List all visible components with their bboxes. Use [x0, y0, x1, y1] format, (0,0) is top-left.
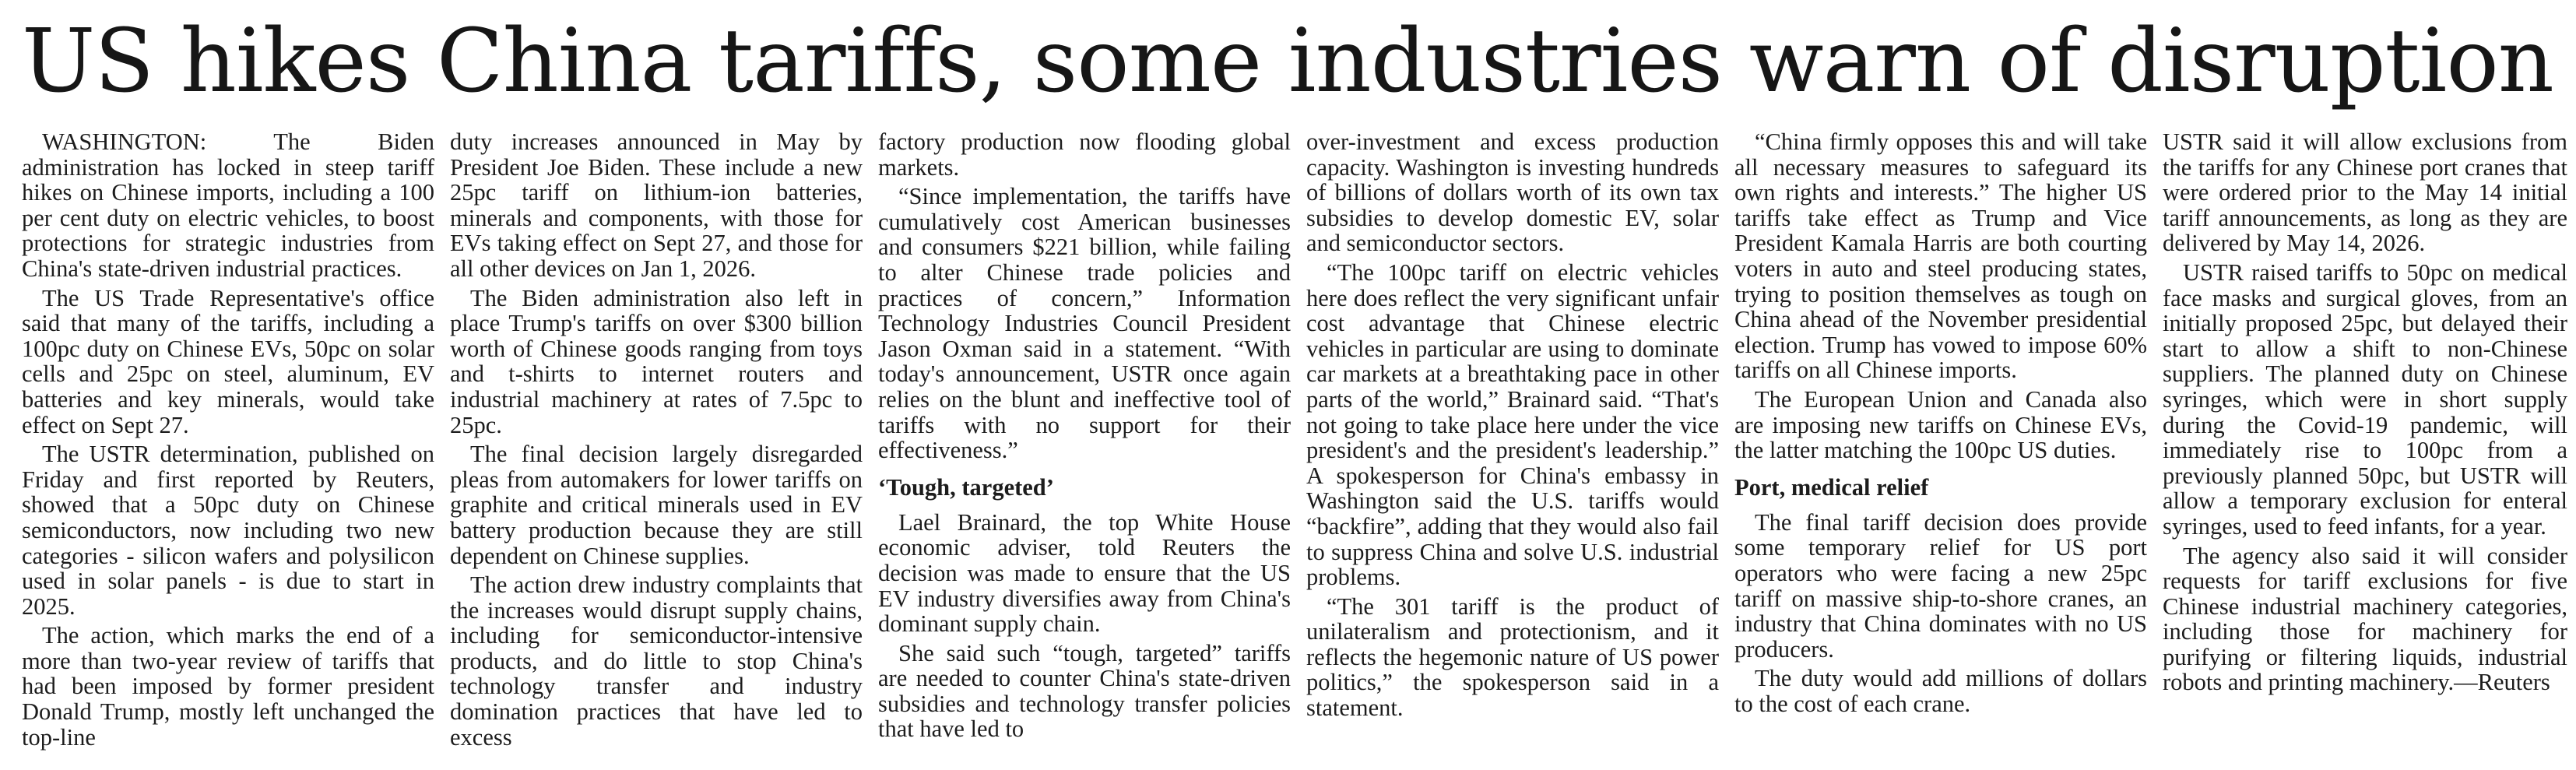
paragraph-text: USTR said it will allow exclusions from the tariffs for any Chinese port cranes that were ordered prior to the May 14 initial tariff announcements, as long as they are delivered by May 14, 2026. — [2163, 129, 2567, 257]
paragraph — [878, 129, 1291, 180]
paragraph — [2163, 543, 2567, 696]
paragraph — [450, 129, 863, 282]
paragraph — [2163, 129, 2567, 256]
paragraph-text: The final tariff decision does provide some temporary relief for US port operators who were facing a new 25pc tariff on massive ship-to-shore cranes, an industry that China dominates with no US producers. — [1734, 508, 2147, 663]
paragraph — [1306, 129, 1719, 256]
paragraph — [1306, 594, 1719, 721]
article-column-5 — [1734, 129, 2147, 768]
paragraph-text: “The 100pc tariff on electric vehicles here does reflect the very significant unfair cost advantage that Chinese electric vehicles in particular are using to dominate car markets at a breathtaking pace in other parts of the world,” Brainard said. “That's not going to take place here under the vice president's and the president's leadership.” A spokesperson for China's embassy in Washington said the U.S. tariffs would “backfire”, adding that they would also fail to suppress China and solve U.S. industrial problems. — [1306, 258, 1719, 591]
paragraph-text: “Since implementation, the tariffs have cumulatively cost American businesses and consumers $221 billion, while failing to alter Chinese trade policies and practices of concern,” Information Technology Industries Council President Jason Oxman said in a statement. “With today's announcement, USTR once again relies on the blunt and ineffective tool of tariffs with no support for their effectiveness.” — [878, 183, 1291, 464]
article-column-1 — [22, 129, 434, 768]
paragraph-text: The USTR determination, published on Friday and first reported by Reuters, showed that a 50pc duty on Chinese semiconductors, now including two new categories - silicon wafers and polysilicon used in solar panels - is due to start in 2025. — [22, 441, 434, 620]
article-column-6 — [2163, 129, 2567, 768]
paragraph — [22, 441, 434, 619]
article-column-3 — [878, 129, 1291, 768]
paragraph-text: The US Trade Representative's office said that many of the tariffs, including a 100pc duty on Chinese EVs, 50pc on solar cells and 25pc on steel, aluminum, EV batteries and key minerals, would take effect on Sept 27. — [22, 284, 434, 438]
paragraph-text: She said such “tough, targeted” tariffs are needed to counter China's state-driven subsidies and technology transfer policies that have led to — [878, 639, 1291, 743]
paragraph — [1306, 260, 1719, 590]
headline: US hikes China tariffs, some industries warn of disruption — [22, 11, 2553, 112]
paragraph-text: The Biden administration also left in place Trump's tariffs on over $300 billion worth of Chinese goods ranging from toys and t-shirts to internet routers and industrial machinery at rates of 7.5pc to 25pc. — [450, 284, 863, 438]
dateline: WASHINGTON: — [42, 129, 207, 155]
paragraph-text: USTR raised tariffs to 50pc on medical face masks and surgical gloves, from an initially proposed 25pc, but delayed their start to allow a shift to non-Chinese suppliers. The planned duty on Chinese syringes, which were in short supply during the Covid-19 pandemic, will immediately rise to 100pc from a previously planned 50pc, but USTR will allow a temporary exclusion for enteral syringes, used to feed infants, for a year. — [2163, 258, 2567, 540]
paragraph-text: duty increases announced in May by President Joe Biden. These include a new 25pc tariff on lithium-ion batteries, minerals and components, with those for EVs taking effect on Sept 27, and those for all other devices on Jan 1, 2026. — [450, 129, 863, 282]
paragraph — [878, 641, 1291, 742]
paragraph-text: factory production now flooding global markets. — [878, 129, 1291, 181]
paragraph-text: The final decision largely disregarded pleas from automakers for lower tariffs on graphite and critical minerals used in EV battery production because they are still dependent on Chinese supplies. — [450, 441, 863, 569]
paragraph-text: over-investment and excess production capacity. Washington is investing hundreds of billions of dollars worth of its own tax subsidies to develop domestic EV, solar and semiconductor sectors. — [1306, 129, 1719, 257]
paragraph-text: “China firmly opposes this and will take all necessary measures to safeguard its own rights and interests.” The higher US tariffs take effect as Trump and Vice President Kamala Harris are both courting voters in auto and steel producing states, trying to position themselves as tough on China ahead of the November presidential election. Trump has vowed to impose 60% tariffs on all Chinese imports. — [1734, 129, 2147, 384]
subheading: Port, medical relief — [1734, 473, 1929, 501]
paragraph-text: Lael Brainard, the top White House economic adviser, told Reuters the decision was made to ensure that the US EV industry diversifies away from China's dominant supply chain. — [878, 508, 1291, 638]
paragraph-text: The agency also said it will consider requests for tariff exclusions for five Chinese industrial machinery categories, including those for machinery for purifying or filtering liquids, industrial robots and printing machinery.—Reuters — [2163, 542, 2567, 696]
paragraph-text: The duty would add millions of dollars to the cost of each crane. — [1734, 665, 2147, 717]
paragraph — [1734, 129, 2147, 383]
paragraph — [450, 286, 863, 438]
paragraph — [1734, 510, 2147, 663]
paragraph — [22, 286, 434, 438]
paragraph-text: The European Union and Canada also are imposing new tariffs on Chinese EVs, the latter matching the 100pc US duties. — [1734, 385, 2147, 464]
paragraph-text: “The 301 tariff is the product of unilateralism and protectionism, and it reflects the hegemonic nature of US power politics,” the spokesperson said in a statement. — [1306, 592, 1719, 722]
paragraph — [1734, 666, 2147, 716]
article-column-4 — [1306, 129, 1719, 768]
paragraph-text: The action drew industry complaints that the increases would disrupt supply chains, including for semiconductor-intensive products, and do little to stop China's technology transfer and industry domination practices that have led to excess — [450, 571, 863, 751]
paragraph — [450, 441, 863, 568]
paragraph — [1734, 387, 2147, 463]
subheading: ‘Tough, targeted’ — [878, 473, 1054, 501]
paragraph — [22, 129, 434, 282]
paragraph — [878, 184, 1291, 463]
paragraph — [450, 572, 863, 750]
paragraph — [22, 623, 434, 750]
paragraph-text: The Biden administration has locked in steep tariff hikes on Chinese imports, including a 100 per cent duty on electric vehicles, to boost protections for strategic industries from China's state-driven industrial practices. — [22, 129, 434, 282]
paragraph-text: The action, which marks the end of a more than two-year review of tariffs that had been imposed by former president Donald Trump, mostly left unchanged the top-line — [22, 622, 434, 751]
paragraph — [2163, 260, 2567, 540]
paragraph — [878, 510, 1291, 637]
article-column-2 — [450, 129, 863, 768]
